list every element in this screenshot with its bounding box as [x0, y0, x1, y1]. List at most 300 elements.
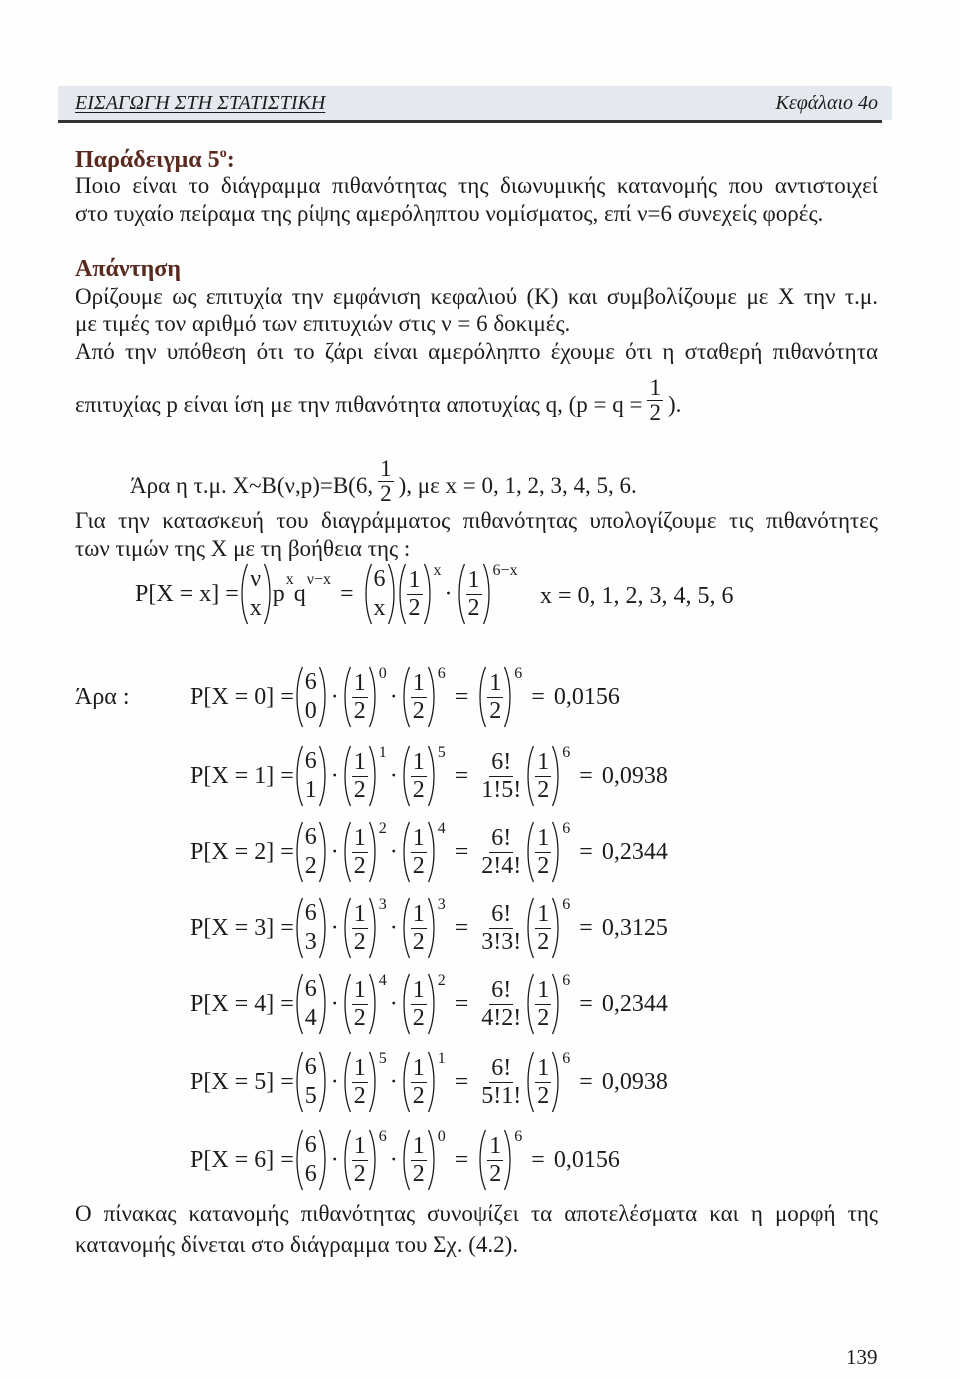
probability-value: 0,0156 — [553, 684, 620, 710]
one-half-fraction-numerator: 1 — [353, 900, 366, 927]
probability-lhs: P[X = 4] = — [190, 991, 294, 1017]
power-of-one-half — [401, 745, 446, 807]
one-half-fraction-numerator: 1 — [537, 1054, 550, 1081]
one-half-fraction — [411, 825, 427, 880]
binomial-top: 6 — [304, 1132, 317, 1158]
right-parenthesis — [427, 666, 437, 728]
right-parenthesis — [427, 745, 437, 807]
right-parenthesis — [427, 821, 437, 883]
equals-sign: = — [454, 684, 469, 710]
right-parenthesis — [551, 1051, 561, 1113]
one-half-fraction — [535, 901, 551, 956]
power-of-one-half — [401, 666, 446, 728]
exponent: 3 — [378, 896, 387, 913]
equals-sign: = — [579, 991, 593, 1017]
line-text: ), με x = 0, 1, 2, 3, 4, 5, 6. — [398, 473, 637, 498]
one-half-fraction — [535, 1055, 551, 1110]
left-parenthesis — [294, 973, 304, 1035]
right-parenthesis — [551, 973, 561, 1035]
exponent: 1 — [378, 744, 387, 761]
fraction-denominator: 2 — [380, 480, 392, 506]
binomial-top: 6 — [304, 900, 317, 926]
left-parenthesis — [294, 745, 304, 807]
power-of-one-half — [525, 1051, 570, 1113]
one-half-fraction-numerator: 1 — [537, 824, 550, 851]
binomial-coefficient — [239, 563, 273, 625]
binomial-bottom: x — [373, 595, 386, 621]
probability-value: 0,3125 — [601, 915, 668, 941]
binomial-stack — [304, 668, 318, 726]
exponent: 5 — [437, 744, 446, 761]
one-half-fraction-numerator: 1 — [537, 748, 550, 775]
probability-lhs: P[X = 1] = — [190, 763, 294, 789]
one-half-fraction — [352, 1133, 368, 1188]
left-parenthesis — [342, 1051, 352, 1113]
one-half-fraction-numerator: 1 — [412, 976, 425, 1003]
power-of-one-half — [456, 563, 518, 625]
left-parenthesis — [525, 897, 535, 959]
binomial-coefficient — [294, 1129, 328, 1191]
one-half-fraction-numerator: 1 — [353, 748, 366, 775]
binomial-top: 6 — [304, 824, 317, 850]
right-parenthesis — [387, 563, 397, 625]
power-of-one-half — [401, 973, 446, 1035]
factorial-coefficient — [479, 749, 523, 804]
right-parenthesis — [318, 1051, 328, 1113]
equals-sign: = — [579, 839, 593, 865]
right-parenthesis — [368, 666, 378, 728]
exponent: 2 — [437, 972, 446, 989]
one-half-fraction-denominator: 2 — [353, 697, 366, 724]
left-parenthesis — [342, 666, 352, 728]
left-parenthesis — [294, 1051, 304, 1113]
answer-line: Ορίζουμε ως επιτυχία την εμφάνιση κεφαλιού (Κ) και συμβολίζουμε με X την τ.μ. — [75, 284, 878, 309]
factorial-coefficient — [479, 901, 523, 956]
factorial-coefficient-denominator: 4!2! — [481, 1004, 522, 1031]
right-parenthesis — [551, 745, 561, 807]
q-power-base: q — [293, 581, 306, 607]
one-half-fraction-denominator: 2 — [537, 776, 550, 803]
compute-line: των τιμών της X με τη βοήθεια της : — [75, 536, 411, 561]
exponent: 0 — [378, 665, 387, 682]
binomial-coefficient — [294, 973, 328, 1035]
one-half-fraction — [411, 1133, 427, 1188]
multiplication-dot: · — [389, 1069, 398, 1095]
one-half-fraction-denominator: 2 — [412, 1004, 425, 1031]
one-half-fraction-denominator: 2 — [412, 852, 425, 879]
binomial-stack — [304, 1131, 318, 1189]
answer-line: Από την υπόθεση ότι το ζάρι είναι αμερόληπτο έχουμε ότι η σταθερή πιθανότητα — [75, 339, 878, 364]
one-half-fraction — [411, 1055, 427, 1110]
right-parenthesis — [427, 1129, 437, 1191]
left-parenthesis — [477, 666, 487, 728]
right-parenthesis — [318, 666, 328, 728]
binomial-stack — [373, 565, 387, 623]
left-parenthesis — [401, 897, 411, 959]
factorial-coefficient — [479, 825, 523, 880]
factorial-coefficient-numerator: 6! — [491, 748, 512, 775]
factorial-coefficient-numerator: 6! — [491, 900, 512, 927]
factorial-coefficient-denominator: 3!3! — [481, 928, 522, 955]
one-half-fraction-numerator: 1 — [537, 976, 550, 1003]
equals-sign: = — [579, 915, 593, 941]
equals-sign: = — [340, 581, 354, 607]
probability-row — [190, 740, 668, 812]
left-parenthesis — [401, 1129, 411, 1191]
probability-lhs: P[X = 3] = — [190, 915, 294, 941]
exponent: 6−x — [492, 562, 518, 579]
left-parenthesis — [294, 897, 304, 959]
binomial-stack — [304, 1053, 318, 1111]
left-parenthesis — [342, 821, 352, 883]
one-half-fraction-denominator: 2 — [489, 1160, 502, 1187]
one-half-fraction — [352, 825, 368, 880]
power-of-one-half — [342, 897, 387, 959]
one-half-fraction-denominator: 2 — [412, 697, 425, 724]
conclusion-line: κατανομής δίνεται στο διάγραμμα του Σχ. (4.2). — [75, 1232, 519, 1257]
power-of-one-half — [342, 666, 387, 728]
power-of-one-half — [525, 897, 570, 959]
left-parenthesis — [342, 745, 352, 807]
equals-sign: = — [454, 991, 469, 1017]
equals-sign: = — [454, 839, 469, 865]
equals-sign: = — [531, 1147, 545, 1173]
right-parenthesis — [318, 897, 328, 959]
line-text: ). — [667, 392, 682, 417]
one-half-fraction — [487, 670, 503, 725]
one-half-fraction — [466, 567, 482, 622]
one-half-fraction-denominator: 2 — [353, 852, 366, 879]
left-parenthesis — [525, 1051, 535, 1113]
probability-row — [190, 968, 668, 1040]
one-half-fraction-denominator: 2 — [408, 594, 421, 621]
probability-row — [190, 892, 668, 964]
multiplication-dot: · — [389, 839, 398, 865]
power-of-one-half — [401, 1051, 446, 1113]
one-half-fraction-denominator: 2 — [537, 1004, 550, 1031]
left-parenthesis — [397, 563, 407, 625]
probability-value: 0,2344 — [601, 991, 668, 1017]
exponent: 6 — [514, 665, 523, 682]
left-parenthesis — [342, 1129, 352, 1191]
fraction-numerator: 1 — [380, 455, 392, 481]
binomial-bottom: 0 — [304, 698, 317, 724]
right-parenthesis — [551, 821, 561, 883]
one-half-fraction — [535, 825, 551, 880]
header-rule — [58, 120, 882, 123]
one-half-fraction — [407, 567, 423, 622]
left-parenthesis — [239, 563, 249, 625]
one-half-fraction-numerator: 1 — [489, 1132, 502, 1159]
probability-row — [190, 1046, 668, 1118]
one-half-fraction — [411, 749, 427, 804]
one-half-fraction — [647, 376, 663, 425]
probability-lhs: P[X = 2] = — [190, 839, 294, 865]
one-half-fraction — [352, 670, 368, 725]
one-half-fraction — [352, 1055, 368, 1110]
right-parenthesis — [318, 821, 328, 883]
right-parenthesis — [427, 1051, 437, 1113]
multiplication-dot: · — [330, 763, 339, 789]
one-half-fraction-denominator: 2 — [412, 1160, 425, 1187]
power-of-one-half — [401, 821, 446, 883]
one-half-fraction — [378, 457, 394, 506]
one-half-fraction-numerator: 1 — [353, 976, 366, 1003]
multiplication-dot: · — [330, 991, 339, 1017]
probability-lhs: P[X = 5] = — [190, 1069, 294, 1095]
binomial-bottom: 6 — [304, 1161, 317, 1187]
example-title-colon: : — [226, 147, 235, 173]
one-half-fraction — [487, 1133, 503, 1188]
conclusion-line: Ο πίνακας κατανομής πιθανότητας συνοψίζει τα αποτελέσματα και η μορφή της — [75, 1201, 878, 1226]
left-parenthesis — [401, 973, 411, 1035]
one-half-fraction-denominator: 2 — [353, 1004, 366, 1031]
exponent: 1 — [437, 1050, 446, 1067]
binomial-coefficient — [294, 1051, 328, 1113]
question-line: Ποιο είναι το διάγραμμα πιθανότητας της διωνυμικής κατανομής που αντιστοιχεί — [75, 173, 878, 198]
power-of-one-half — [477, 666, 522, 728]
binomial-stack — [304, 975, 318, 1033]
right-parenthesis — [423, 563, 433, 625]
equals-sign: = — [454, 1147, 469, 1173]
running-header-chapter: Κεφάλαιο 4ο — [775, 92, 878, 114]
power-of-one-half — [397, 563, 442, 625]
one-half-fraction — [352, 749, 368, 804]
right-parenthesis — [263, 563, 273, 625]
probability-lhs: P[X = 0] = — [190, 684, 294, 710]
one-half-fraction — [535, 749, 551, 804]
left-parenthesis — [525, 745, 535, 807]
factorial-coefficient — [479, 1055, 523, 1110]
binomial-top: ν — [250, 566, 262, 592]
right-parenthesis — [368, 897, 378, 959]
one-half-fraction-denominator: 2 — [467, 594, 480, 621]
left-parenthesis — [342, 973, 352, 1035]
factorial-coefficient-denominator: 5!1! — [481, 1082, 522, 1109]
probability-row — [190, 661, 620, 733]
right-parenthesis — [318, 973, 328, 1035]
right-parenthesis — [318, 745, 328, 807]
left-parenthesis — [525, 973, 535, 1035]
one-half-fraction-numerator: 1 — [353, 669, 366, 696]
one-half-fraction — [411, 901, 427, 956]
compute-line: Για την κατασκευή του διαγράμματος πιθανότητας υπολογίζουμε τις πιθανότητες — [75, 508, 878, 533]
equals-sign: = — [579, 763, 593, 789]
factorial-coefficient-numerator: 6! — [491, 824, 512, 851]
answer-heading: Απάντηση — [75, 256, 181, 282]
multiplication-dot: · — [330, 1147, 339, 1173]
binomial-coefficient — [294, 897, 328, 959]
binomial-coefficient — [294, 745, 328, 807]
probability-value: 0,0938 — [601, 763, 668, 789]
right-parenthesis — [368, 1051, 378, 1113]
multiplication-dot: · — [444, 581, 453, 607]
multiplication-dot: · — [389, 763, 398, 789]
one-half-fraction-numerator: 1 — [467, 566, 480, 593]
probability-row — [190, 816, 668, 888]
equals-sign: = — [531, 684, 545, 710]
probability-value: 0,0156 — [553, 1147, 620, 1173]
left-parenthesis — [456, 563, 466, 625]
power-of-one-half — [342, 1051, 387, 1113]
multiplication-dot: · — [330, 915, 339, 941]
one-half-fraction-numerator: 1 — [412, 1132, 425, 1159]
left-parenthesis — [294, 666, 304, 728]
binomial-top: 6 — [304, 976, 317, 1002]
p-power-exponent: x — [285, 571, 294, 588]
answer-line: με τιμές τον αριθμό των επιτυχιών στις ν = 6 δοκιμές. — [75, 311, 571, 336]
exponent: 6 — [562, 972, 571, 989]
one-half-fraction-denominator: 2 — [412, 1082, 425, 1109]
exponent: 6 — [562, 1050, 571, 1067]
equals-sign: = — [454, 915, 469, 941]
multiplication-dot: · — [389, 915, 398, 941]
one-half-fraction — [535, 977, 551, 1032]
fraction-denominator: 2 — [649, 399, 661, 425]
one-half-fraction-numerator: 1 — [412, 669, 425, 696]
multiplication-dot: · — [389, 1147, 398, 1173]
equals-sign: = — [579, 1069, 593, 1095]
binomial-top: 6 — [373, 566, 386, 592]
one-half-fraction-denominator: 2 — [353, 1160, 366, 1187]
example-title-ordinal: ο — [219, 146, 227, 161]
binomial-coefficient — [294, 821, 328, 883]
factorial-coefficient-denominator: 1!5! — [481, 776, 522, 803]
binomial-stack — [304, 747, 318, 805]
left-parenthesis — [401, 1051, 411, 1113]
left-parenthesis — [342, 897, 352, 959]
right-parenthesis — [368, 821, 378, 883]
line-text: Άρα η τ.μ. X~B(ν,p)=B(6, — [130, 473, 374, 498]
binomial-bottom: 2 — [304, 853, 317, 879]
left-parenthesis — [525, 821, 535, 883]
power-of-one-half — [525, 745, 570, 807]
one-half-fraction-numerator: 1 — [353, 1132, 366, 1159]
exponent: 6 — [514, 1128, 523, 1145]
exponent: 2 — [378, 820, 387, 837]
binomial-bottom: 5 — [304, 1083, 317, 1109]
factorial-coefficient — [479, 977, 523, 1032]
binomial-stack — [304, 899, 318, 957]
power-of-one-half — [401, 897, 446, 959]
exponent: x — [433, 562, 442, 579]
question-line: στο τυχαίο πείραμα της ρίψης αμερόληπτου νομίσματος, επί ν=6 συνεχείς φορές. — [75, 201, 824, 226]
one-half-fraction-numerator: 1 — [408, 566, 421, 593]
binomial-bottom: 3 — [304, 929, 317, 955]
multiplication-dot: · — [330, 1069, 339, 1095]
one-half-fraction-denominator: 2 — [353, 1082, 366, 1109]
right-parenthesis — [551, 897, 561, 959]
power-of-one-half — [525, 973, 570, 1035]
multiplication-dot: · — [389, 684, 398, 710]
exponent: 6 — [562, 744, 571, 761]
factorial-coefficient-numerator: 6! — [491, 976, 512, 1003]
power-of-one-half — [525, 821, 570, 883]
left-parenthesis — [294, 1129, 304, 1191]
one-half-fraction-denominator: 2 — [412, 776, 425, 803]
one-half-fraction-denominator: 2 — [353, 776, 366, 803]
binomial-top: 6 — [304, 669, 317, 695]
left-parenthesis — [401, 745, 411, 807]
binomial-coefficient — [294, 666, 328, 728]
one-half-fraction — [411, 977, 427, 1032]
equals-sign: = — [454, 763, 469, 789]
left-parenthesis — [363, 563, 373, 625]
one-half-fraction-denominator: 2 — [353, 928, 366, 955]
example-title — [75, 145, 235, 175]
multiplication-dot: · — [330, 684, 339, 710]
results-label: Άρα : — [75, 684, 130, 710]
power-of-one-half — [477, 1129, 522, 1191]
line-text: επιτυχίας p είναι ίση με την πιθανότητα αποτυχίας q, (p = q = — [75, 392, 643, 417]
binomial-stack — [304, 823, 318, 881]
one-half-fraction-numerator: 1 — [412, 748, 425, 775]
binomial-bottom: 1 — [304, 777, 317, 803]
binomial-bottom: x — [249, 595, 262, 621]
page-number: 139 — [846, 1345, 878, 1369]
multiplication-dot: · — [389, 991, 398, 1017]
general-binomial-formula — [135, 558, 518, 630]
one-half-fraction — [411, 670, 427, 725]
equals-sign: = — [454, 1069, 469, 1095]
exponent: 3 — [437, 896, 446, 913]
left-parenthesis — [477, 1129, 487, 1191]
right-parenthesis — [368, 1129, 378, 1191]
one-half-fraction-numerator: 1 — [412, 900, 425, 927]
example-title-text: Παράδειγμα 5 — [75, 147, 220, 173]
value-range: x = 0, 1, 2, 3, 4, 5, 6 — [540, 583, 734, 609]
q-power-exponent: ν−x — [306, 571, 331, 588]
one-half-fraction-denominator: 2 — [537, 852, 550, 879]
factorial-coefficient-denominator: 2!4! — [481, 852, 522, 879]
right-parenthesis — [503, 666, 513, 728]
binomial-stack — [249, 565, 263, 623]
probability-equality-line — [75, 373, 681, 437]
probability-value: 0,2344 — [601, 839, 668, 865]
exponent: 4 — [437, 820, 446, 837]
exponent: 0 — [437, 1128, 446, 1145]
exponent: 6 — [562, 896, 571, 913]
binomial-coefficient — [363, 563, 397, 625]
power-of-one-half — [401, 1129, 446, 1191]
one-half-fraction — [352, 901, 368, 956]
binomial-bottom: 4 — [304, 1005, 317, 1031]
right-parenthesis — [427, 973, 437, 1035]
power-of-one-half — [342, 973, 387, 1035]
one-half-fraction-numerator: 1 — [489, 669, 502, 696]
one-half-fraction-denominator: 2 — [537, 1082, 550, 1109]
right-parenthesis — [368, 745, 378, 807]
fraction-numerator: 1 — [649, 374, 661, 400]
exponent: 6 — [562, 820, 571, 837]
power-of-one-half — [342, 1129, 387, 1191]
probability-value: 0,0938 — [601, 1069, 668, 1095]
binomial-top: 6 — [304, 748, 317, 774]
one-half-fraction-numerator: 1 — [353, 824, 366, 851]
p-power-base: p — [272, 581, 285, 607]
multiplication-dot: · — [330, 839, 339, 865]
one-half-fraction-numerator: 1 — [412, 824, 425, 851]
one-half-fraction — [352, 977, 368, 1032]
probability-lhs: P[X = 6] = — [190, 1147, 294, 1173]
right-parenthesis — [482, 563, 492, 625]
right-parenthesis — [368, 973, 378, 1035]
right-parenthesis — [427, 897, 437, 959]
left-parenthesis — [401, 821, 411, 883]
exponent: 6 — [378, 1128, 387, 1145]
running-header-book-title: ΕΙΣΑΓΩΓΗ ΣΤΗ ΣΤΑΤΙΣΤΙΚΗ — [75, 92, 326, 114]
probability-row — [190, 1124, 620, 1196]
